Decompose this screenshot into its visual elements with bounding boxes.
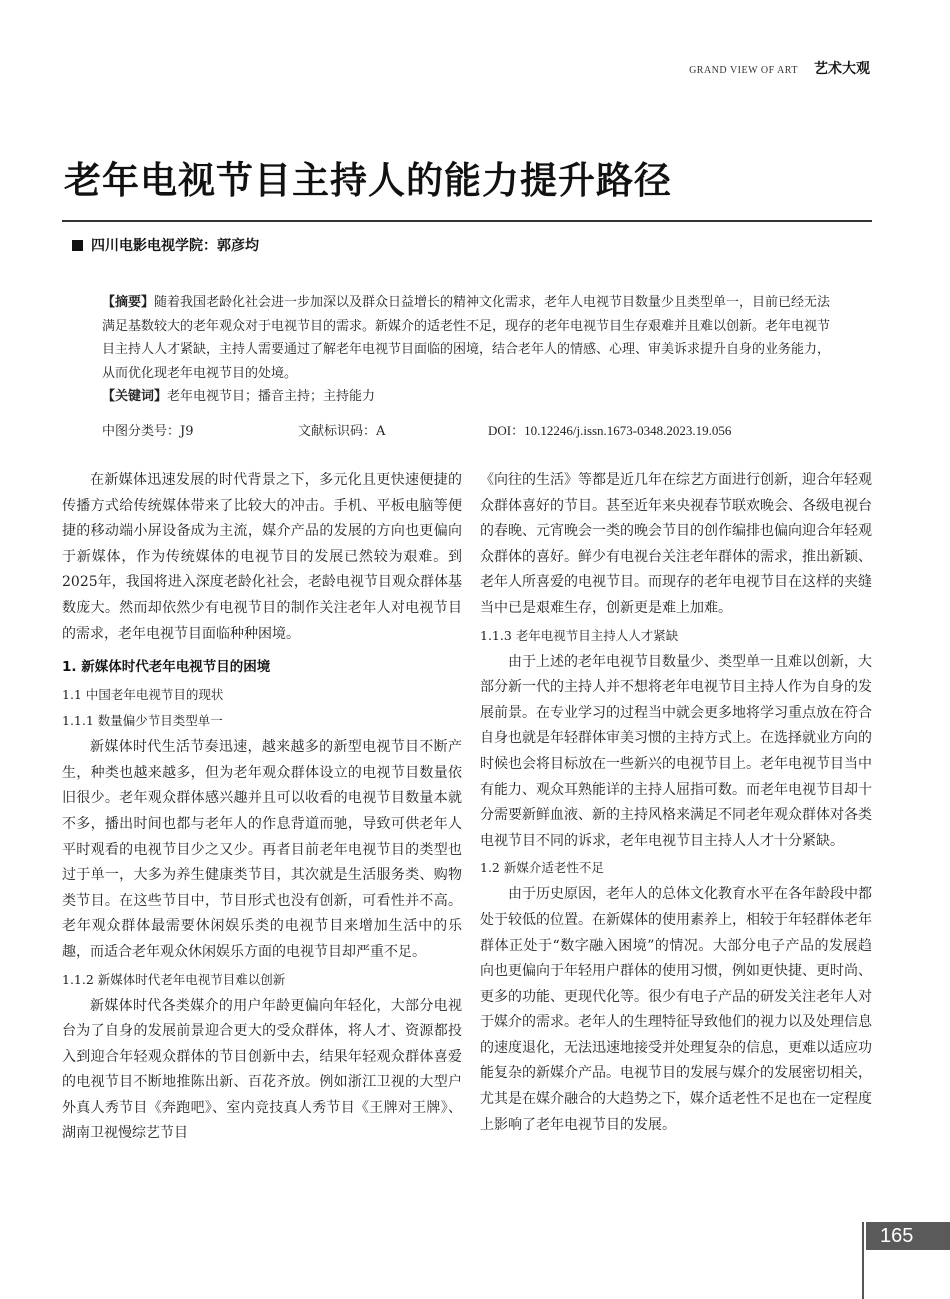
clc-number: 中图分类号：J9 xyxy=(102,424,194,439)
paragraph: 新媒体时代生活节奏迅速，越来越多的新型电视节目不断产生，种类也越来越多，但为老年观众群体设立的电视节目数量依旧很少。老年观众群体感兴趣并且可以收看的电视节目数量本就不多，播出时间也都与老年人的作息背道而驰，导致可供老年人平时观看的电视节目少之又少。再者目前老年电视节目的类型也过于单一，大多为养生健康类节目，其次就是生活服务类、购物类节目。在这些节目中，节目形式也没有创新，可看性并不高。老年观众群体最需要休闲娱乐类的电视节目来增加生活中的乐趣，而适合老年观众休闲娱乐方面的电视节目却严重不足。 xyxy=(62,739,462,960)
page-number-rule xyxy=(862,1222,864,1299)
author-line xyxy=(72,235,259,255)
doi[interactable]: DOI：10.12246/j.issn.1673-0348.2023.19.056 xyxy=(488,423,732,438)
title-divider xyxy=(62,220,872,222)
abstract-text: 随着我国老龄化社会进一步加深以及群众日益增长的精神文化需求，老年人电视节目数量少且类型单一，目前已经无法满足基数较大的老年观众对于电视节目的需求。新媒介的适老性不足，现存的老年电视节目生存艰难并且难以创新。老年电视节目主持人人才紧缺，主持人需要通过了解老年电视节目面临的困境，结合老年人的情感、心理、审美诉求提升自身的业务能力，从而优化现老年电视节目的处境。 xyxy=(102,295,831,381)
left-column xyxy=(62,468,462,1147)
keywords xyxy=(102,385,840,409)
subsubsection-heading: 1.1.3 老年电视节目主持人人才紧缺 xyxy=(480,627,679,643)
keywords-label: 【关键词】 xyxy=(102,389,168,404)
journal-name-english: GRAND VIEW OF ART xyxy=(689,65,798,76)
square-bullet-icon xyxy=(72,240,83,251)
paragraph: 新媒体时代各类媒介的用户年龄更偏向年轻化，大部分电视台为了自身的发展前景迎合更大的受众群体，将人才、资源都投入到迎合年轻观众群体的节目创新中去，结果年轻观众群体喜爱的电视节目不断地推陈出新、百花齐放。例如浙江卫视的大型户外真人秀节目《奔跑吧》、室内竞技真人秀节目《王牌对王牌》、湖南卫视慢综艺节目 xyxy=(62,997,462,1142)
abstract-block xyxy=(102,291,840,409)
running-head xyxy=(689,58,870,78)
subsection-heading: 1.2 新媒介适老性不足 xyxy=(480,860,604,876)
document-code: 文献标识码：A xyxy=(298,424,386,439)
abstract-label: 【摘要】 xyxy=(102,295,155,310)
right-column xyxy=(480,468,872,1138)
paragraph: 由于上述的老年电视节目数量少、类型单一且难以创新，大部分新一代的主持人并不想将老年电视节目主持人作为自身的发展前景。在专业学习的过程当中就会更多地将学习重点放在符合自身也就是年轻群体审美习惯的主持方式上。在选择就业方向的时候也会将目标放在一些新兴的电视节目上。老年电视节目当中有能力、观众耳熟能详的主持人屈指可数。而老年电视节目却十分需要新鲜血液、新的主持风格来满足不同老年观众群体对各类电视节目不同的诉求，老年电视节目主持人人才十分紧缺。 xyxy=(480,653,872,849)
section-heading: 1. 新媒体时代老年电视节目的困境 xyxy=(62,659,271,676)
subsubsection-heading: 1.1.2 新媒体时代老年电视节目难以创新 xyxy=(62,971,286,987)
paragraph: 由于历史原因，老年人的总体文化教育水平在各年龄段中都处于较低的位置。在新媒体的使用素养上，相较于年轻群体老年群体正处于“数字融入困境”的情况。大部分电子产品的发展趋向也更偏向于年轻用户群体的使用习惯，例如更快捷、更时尚、更多的功能、更现代化等。很少有电子产品的研发关注老年人对于媒介的需求。老年人的生理特征导致他们的视力以及处理信息的速度退化，无法迅速地接受并处理复杂的信息，更难以适应功能复杂的新媒介产品。电视节目的发展与媒介的发展密切相关，尤其是在媒介融合的大趋势之下，媒介适老性不足也在一定程度上影响了老年电视节目的发展。 xyxy=(480,886,872,1133)
subsubsection-heading: 1.1.1 数量偏少节目类型单一 xyxy=(62,713,223,729)
journal-name-chinese: 艺术大观 xyxy=(814,61,870,77)
classification-row xyxy=(102,420,842,439)
paragraph: 《向往的生活》等都是近几年在综艺方面进行创新，迎合年轻观众群体喜好的节目。甚至近年来央视春节联欢晚会、各级电视台的春晚、元宵晚会一类的晚会节目的创作编排也偏向迎合年轻观众群体的喜好。鲜少有电视台关注老年群体的需求，推出新颖、老年人所喜爱的电视节目。而现存的老年电视节目在这样的夹缝当中已是艰难生存，创新更是难上加难。 xyxy=(480,472,872,616)
subsection-heading: 1.1 中国老年电视节目的现状 xyxy=(62,687,224,703)
keywords-text: 老年电视节目；播音主持；主持能力 xyxy=(167,389,376,404)
abstract xyxy=(102,291,840,385)
author-affiliation: 四川电影电视学院：郭彦均 xyxy=(91,238,259,254)
article-title: 老年电视节目主持人的能力提升路径 xyxy=(64,159,672,202)
page-number: 165 xyxy=(866,1222,950,1250)
paragraph: 在新媒体迅速发展的时代背景之下，多元化且更快速便捷的传播方式给传统媒体带来了比较大的冲击。手机、平板电脑等便捷的移动端小屏设备成为主流，媒介产品的发展的方向也更偏向于新媒体，作为传统媒体的电视节目的发展已然较为艰难。到2025年，我国将进入深度老龄化社会，老龄电视节目观众群体基数庞大。然而却依然少有电视节目的制作关注老年人对电视节目的需求，老年电视节目面临种种困境。 xyxy=(62,472,462,642)
